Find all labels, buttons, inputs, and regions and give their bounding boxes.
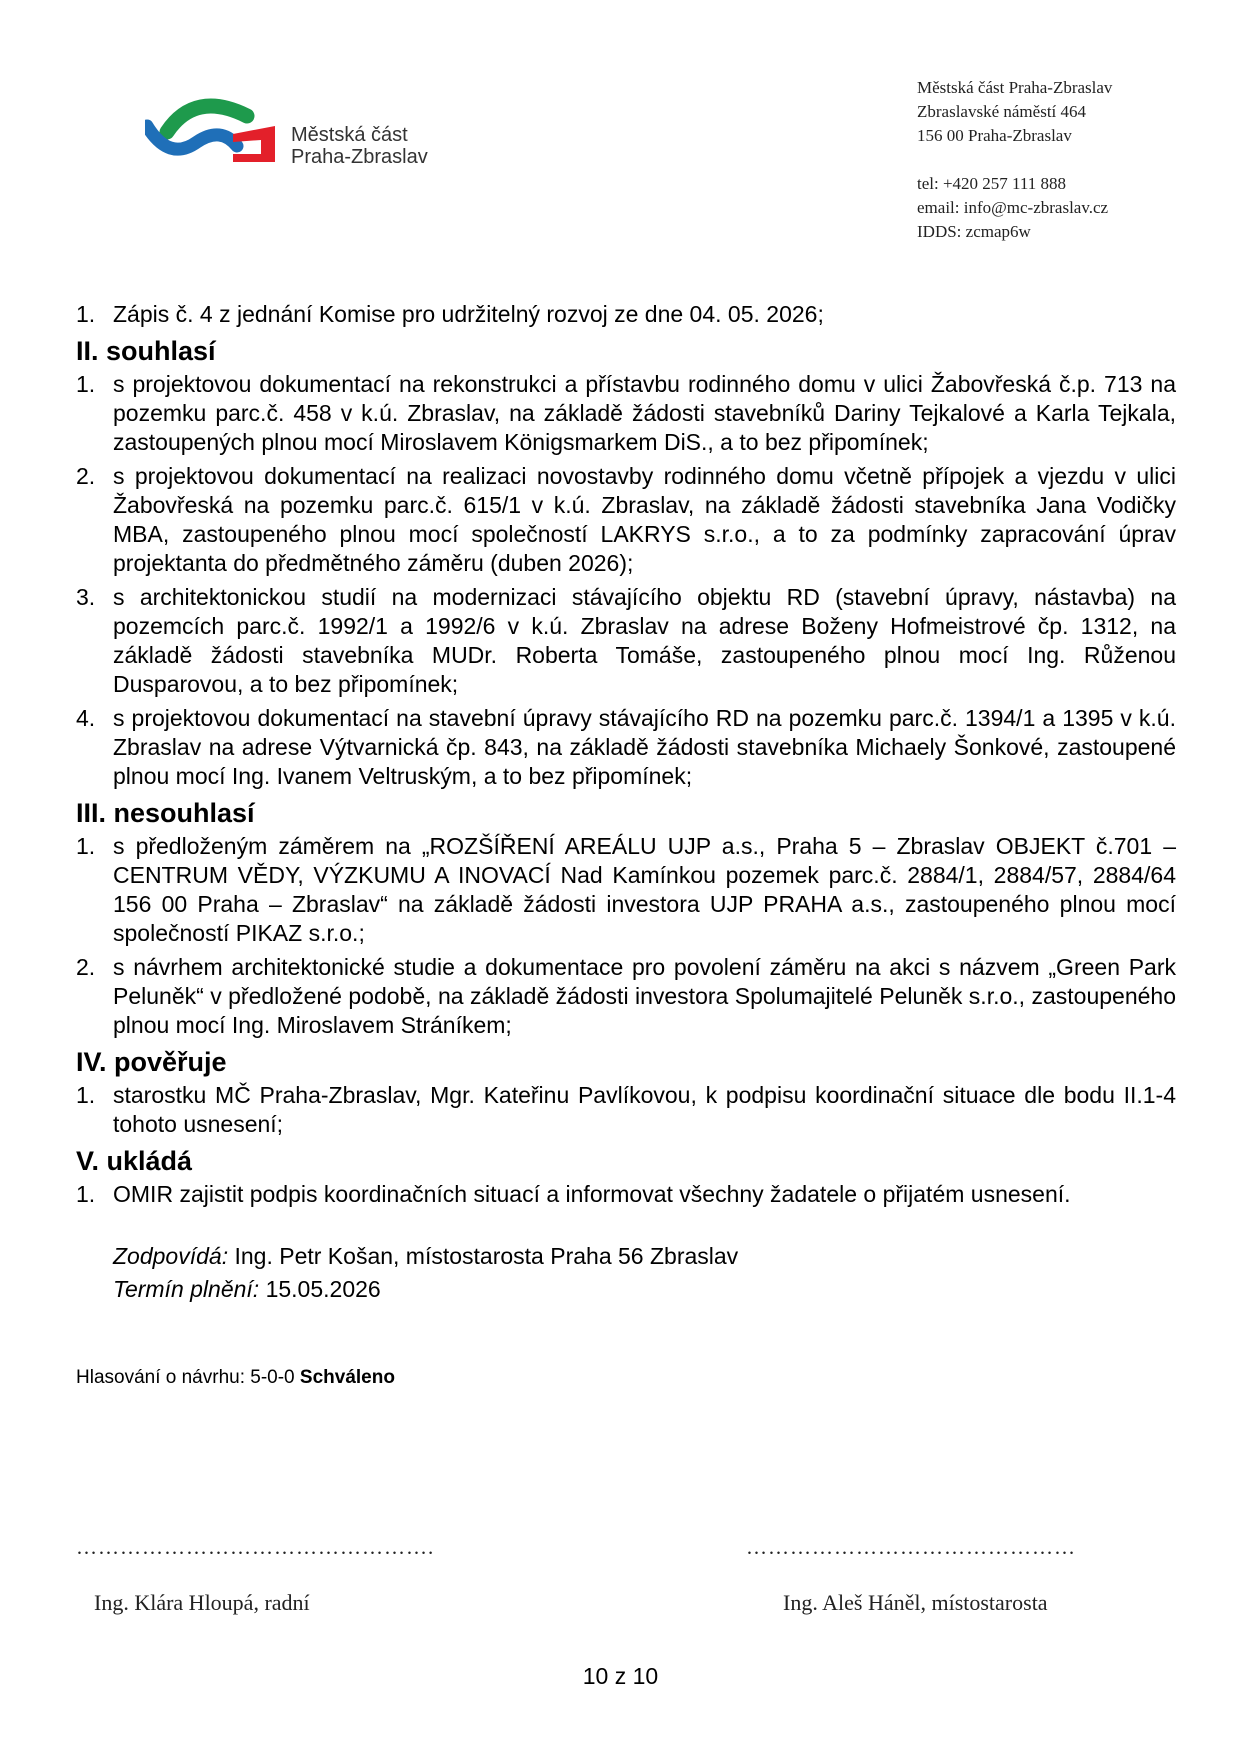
- item-text: OMIR zajistit podpis koordinačních situací a informovat všechny žadatele o přijatém usnesení.: [113, 1181, 1071, 1207]
- item-number: 1.: [76, 1082, 96, 1108]
- resolution-body: [76, 300, 1176, 1214]
- contact-phone: tel: +420 257 111 888: [917, 174, 1067, 193]
- item-text: s projektovou dokumentací na rekonstrukci a přístavbu rodinného domu v ulici Žabovřeská č.p. 713 na pozemku parc.č. 458 v k.ú. Zbraslav, na základě žádosti stavebníků Dariny Tejkalové a Karla Tejkala, zastoupených plnou mocí Miroslavem Königsmarkem DiS., a to bez připomínek;: [113, 371, 1176, 455]
- section-heading: III. nesouhlasí: [76, 798, 255, 828]
- deadline-value: 15.05.2026: [265, 1276, 381, 1302]
- section-heading: V. ukládá: [76, 1146, 193, 1176]
- list-item: [76, 953, 1176, 1040]
- item-text: s návrhem architektonické studie a dokumentace pro povolení záměru na akci s názvem „Green Park Peluněk“ v předložené podobě, na základě žádosti investora Spolumajitelé Peluněk s.r.o., zastoupeného plnou mocí Ing. Miroslavem Stráníkem;: [113, 954, 1176, 1038]
- address-line: Městská část Praha-Zbraslav: [917, 78, 1113, 97]
- address-line: Zbraslavské náměstí 464: [917, 102, 1087, 121]
- list-item: [76, 704, 1176, 791]
- signature-left: [76, 1535, 434, 1616]
- signature-line: ………………………………………….: [76, 1535, 435, 1559]
- contact-email: email: info@mc-zbraslav.cz: [917, 198, 1109, 217]
- list-item: [76, 370, 1176, 457]
- item-number: 4.: [76, 705, 96, 731]
- item-number: 3.: [76, 584, 96, 610]
- item-number: 1.: [76, 1181, 96, 1207]
- item-number: 2.: [76, 463, 96, 489]
- municipality-logo: [145, 96, 445, 176]
- responsible-label: Zodpovídá:: [113, 1243, 229, 1269]
- vote-result: [76, 1367, 395, 1389]
- section-heading: IV. pověřuje: [76, 1047, 227, 1077]
- responsible-value: Ing. Petr Košan, místostarosta Praha 56 Zbraslav: [234, 1243, 739, 1269]
- responsibility-block: [113, 1240, 738, 1306]
- logo-emblem-icon: [145, 96, 285, 171]
- item-text: s architektonickou studií na modernizaci stávajícího objektu RD (stavební úpravy, nástavba) na pozemcích parc.č. 1992/1 a 1992/6 v k.ú. Zbraslav na adrese Boženy Hofmeistrové čp. 1312, na základě žádosti stavebníka MUDr. Roberta Tomáše, zastoupeného plnou mocí Ing. Růženou Dusparovou, a to bez připomínek;: [113, 584, 1176, 697]
- list-item: [76, 832, 1176, 948]
- list-item: [76, 1180, 1176, 1209]
- office-address: [917, 76, 1217, 244]
- list-item: [76, 300, 1176, 329]
- signature-line: ………………………………………: [746, 1535, 1076, 1559]
- item-number: 1.: [76, 371, 96, 397]
- item-text: s předloženým záměrem na „ROZŠÍŘENÍ AREÁLU UJP a.s., Praha 5 – Zbraslav OBJEKT č.701 – CENTRUM VĚDY, VÝZKUMU A INOVACÍ Nad Kamínkou pozemek parc.č. 2884/1, 2884/57, 2884/64 156 00 Praha – Zbraslav“ na základě žádosti investora UJP PRAHA a.s., zastoupeného plnou mocí společností PIKAZ s.r.o.;: [113, 833, 1176, 946]
- vote-outcome: Schváleno: [299, 1367, 395, 1388]
- logo-text-line2: Praha-Zbraslav: [291, 146, 428, 168]
- responsible-person: [113, 1240, 738, 1273]
- signatory-name: Ing. Klára Hloupá, radní: [94, 1590, 310, 1615]
- page-number: 10 z 10: [582, 1663, 659, 1689]
- section-heading: II. souhlasí: [76, 336, 216, 366]
- item-number: 2.: [76, 954, 96, 980]
- list-item: [76, 462, 1176, 578]
- logo-text-line1: Městská část: [291, 124, 408, 146]
- signature-right: [746, 1535, 1076, 1616]
- address-line: 156 00 Praha-Zbraslav: [917, 126, 1072, 145]
- deadline-label: Termín plnění:: [113, 1276, 260, 1302]
- item-text: s projektovou dokumentací na realizaci novostavby rodinného domu včetně přípojek a vjezdu v ulici Žabovřeská na pozemku parc.č. 615/1 v k.ú. Zbraslav, na základě žádosti stavebníka Jana Vodičky MBA, zastoupeného plnou mocí společností LAKRYS s.r.o., a to za podmínky zapracování úprav projektanta do předmětného záměru (duben 2026);: [113, 463, 1176, 576]
- item-number: 1.: [76, 301, 96, 327]
- item-text: Zápis č. 4 z jednání Komise pro udržitelný rozvoj ze dne 04. 05. 2026;: [113, 301, 824, 327]
- logo-text: [291, 124, 428, 168]
- list-item: [76, 1081, 1176, 1139]
- contact-idds: IDDS: zcmap6w: [917, 222, 1031, 241]
- deadline: [113, 1273, 738, 1306]
- signatory-name: Ing. Aleš Háněl, místostarosta: [783, 1590, 1048, 1615]
- vote-label: Hlasování o návrhu: 5-0-0: [76, 1367, 295, 1388]
- item-number: 1.: [76, 833, 96, 859]
- item-text: starostku MČ Praha-Zbraslav, Mgr. Kateřinu Pavlíkovou, k podpisu koordinační situace dle bodu II.1-4 tohoto usnesení;: [113, 1082, 1176, 1137]
- list-item: [76, 583, 1176, 699]
- item-text: s projektovou dokumentací na stavební úpravy stávajícího RD na pozemku parc.č. 1394/1 a 1395 v k.ú. Zbraslav na adrese Výtvarnická čp. 843, na základě žádosti stavebníka Michaely Šonkové, zastoupené plnou mocí Ing. Ivanem Veltruským, a to bez připomínek;: [113, 705, 1176, 789]
